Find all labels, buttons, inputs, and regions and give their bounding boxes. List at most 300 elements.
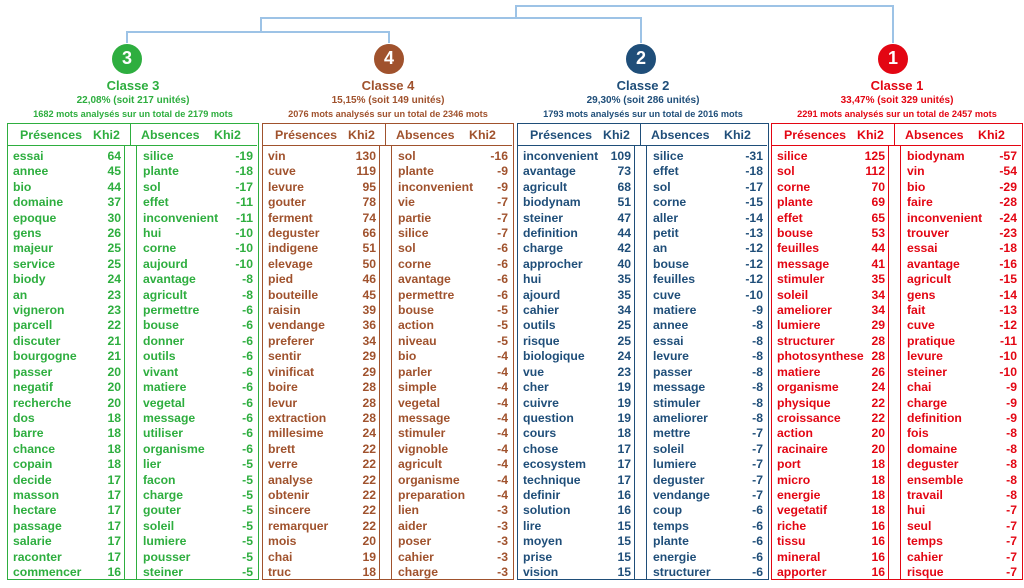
table-row	[8, 442, 257, 457]
presence-word: agricult	[523, 179, 568, 194]
absence-khi2: -24	[999, 210, 1017, 225]
presence-khi2: 65	[871, 210, 885, 225]
presence-word: moyen	[523, 534, 563, 549]
table-row	[772, 396, 1021, 411]
absence-khi2: -7	[752, 426, 763, 441]
presence-word: stimuler	[777, 272, 825, 287]
absence-khi2: -5	[497, 318, 508, 333]
absence-word: utiliser	[143, 426, 183, 441]
absence-khi2: -9	[497, 179, 508, 194]
class-table	[262, 123, 514, 580]
absence-khi2: -28	[999, 195, 1017, 210]
table-row	[263, 457, 512, 472]
presence-khi2: 119	[356, 164, 376, 179]
absence-word: ensemble	[907, 472, 964, 487]
presence-khi2: 44	[871, 241, 885, 256]
absence-khi2: -10	[745, 287, 763, 302]
presence-word: ferment	[268, 210, 313, 225]
presence-khi2: 24	[107, 272, 121, 287]
absence-khi2: -7	[752, 441, 763, 456]
presence-khi2: 39	[362, 303, 376, 318]
absence-khi2: -3	[497, 518, 508, 533]
absence-khi2: -5	[242, 518, 253, 533]
presence-word: verre	[268, 457, 298, 472]
presence-khi2: 20	[362, 534, 376, 549]
class-percent	[262, 95, 514, 106]
absence-khi2: -7	[497, 210, 508, 225]
absence-word: stimuler	[398, 426, 446, 441]
table-row	[8, 565, 257, 580]
presence-khi2: 51	[362, 241, 376, 256]
header-khi2-presences: Khi2	[348, 128, 375, 142]
table-row	[772, 349, 1021, 364]
presence-khi2: 24	[617, 349, 631, 364]
absence-khi2: -6	[242, 349, 253, 364]
presence-khi2: 30	[107, 210, 121, 225]
presence-word: raisin	[268, 303, 301, 318]
presence-word: decide	[13, 472, 52, 487]
absence-khi2: -4	[497, 441, 508, 456]
absence-khi2: -23	[999, 226, 1017, 241]
presence-khi2: 78	[362, 195, 376, 210]
table-row	[772, 519, 1021, 534]
absence-word: agricult	[143, 287, 188, 302]
presence-khi2: 15	[617, 518, 631, 533]
presence-khi2: 16	[871, 549, 885, 564]
absence-khi2: -6	[242, 395, 253, 410]
presence-khi2: 34	[362, 333, 376, 348]
absence-word: plante	[398, 164, 434, 179]
header-khi2-absences: Khi2	[214, 128, 241, 142]
presence-khi2: 29	[871, 318, 885, 333]
class-number-badge: 4	[373, 43, 405, 75]
table-row	[8, 411, 257, 426]
presence-khi2: 16	[871, 534, 885, 549]
absence-khi2: -15	[745, 195, 763, 210]
presence-word: cours	[523, 426, 557, 441]
absence-word: permettre	[143, 303, 200, 318]
absence-word: travail	[907, 487, 943, 502]
table-row	[8, 195, 257, 210]
presence-khi2: 17	[617, 441, 631, 456]
presence-word: steiner	[523, 210, 563, 225]
absence-khi2: -6	[752, 564, 763, 579]
presence-khi2: 15	[617, 564, 631, 579]
header-presences: Présences	[784, 128, 847, 142]
presence-word: recherche	[13, 395, 72, 410]
presence-khi2: 18	[871, 487, 885, 502]
table-row	[518, 503, 767, 518]
table-row	[263, 149, 512, 164]
absence-word: cuve	[907, 318, 935, 333]
presence-khi2: 17	[107, 518, 121, 533]
absence-khi2: -5	[242, 457, 253, 472]
absence-word: seul	[907, 518, 932, 533]
absence-khi2: -12	[999, 318, 1017, 333]
table-row	[8, 272, 257, 287]
presence-khi2: 23	[107, 287, 121, 302]
header-separator	[385, 124, 386, 146]
presence-word: obtenir	[268, 487, 310, 502]
absence-word: sol	[143, 179, 161, 194]
table-row	[8, 334, 257, 349]
absence-khi2: -5	[242, 564, 253, 579]
presence-khi2: 70	[871, 179, 885, 194]
absence-word: effet	[653, 164, 679, 179]
table-row	[518, 257, 767, 272]
absence-khi2: -8	[752, 318, 763, 333]
absence-khi2: -3	[497, 549, 508, 564]
table-row	[8, 164, 257, 179]
header-absences: Absences	[651, 128, 710, 142]
presence-word: service	[13, 256, 56, 271]
absence-khi2: -3	[497, 564, 508, 579]
absence-khi2: -13	[999, 303, 1017, 318]
absence-word: corne	[653, 195, 687, 210]
table-row	[518, 164, 767, 179]
presence-word: riche	[777, 518, 807, 533]
absence-word: passer	[653, 364, 693, 379]
absence-word: vivant	[143, 364, 179, 379]
presence-word: tissu	[777, 534, 806, 549]
absence-khi2: -10	[999, 349, 1017, 364]
table-row	[263, 257, 512, 272]
class-analyzed-text: 1793 mots analysés sur un total de 2016 mots	[543, 109, 743, 119]
absence-word: pousser	[143, 549, 191, 564]
header-separator	[640, 124, 641, 146]
presence-word: vin	[268, 149, 286, 163]
table-row	[8, 550, 257, 565]
presence-khi2: 22	[362, 441, 376, 456]
header-separator	[130, 124, 131, 146]
absence-khi2: -6	[497, 256, 508, 271]
absence-word: niveau	[398, 333, 437, 348]
presence-word: solution	[523, 503, 571, 518]
table-row	[8, 488, 257, 503]
absence-khi2: -6	[242, 333, 253, 348]
absence-khi2: -5	[497, 303, 508, 318]
table-row	[263, 473, 512, 488]
presence-word: indigene	[268, 241, 319, 256]
table-row	[263, 303, 512, 318]
presence-word: sentir	[268, 349, 302, 364]
table-row	[772, 411, 1021, 426]
table-row	[263, 241, 512, 256]
presence-word: soleil	[777, 287, 809, 302]
presence-khi2: 17	[107, 534, 121, 549]
absence-word: steiner	[907, 364, 947, 379]
absence-khi2: -6	[497, 287, 508, 302]
class-panel-1	[771, 0, 1023, 588]
absence-khi2: -29	[999, 179, 1017, 194]
table-row	[772, 288, 1021, 303]
header-presences: Présences	[275, 128, 338, 142]
table-row	[263, 534, 512, 549]
presence-khi2: 47	[617, 210, 631, 225]
header-khi2-absences: Khi2	[978, 128, 1005, 142]
header-khi2-presences: Khi2	[603, 128, 630, 142]
absence-khi2: -11	[236, 210, 253, 225]
absence-khi2: -8	[242, 272, 253, 287]
presence-word: sincere	[268, 503, 311, 518]
presence-khi2: 23	[107, 303, 121, 318]
presence-word: pied	[268, 272, 294, 287]
absence-khi2: -9	[1006, 410, 1017, 425]
presence-word: levur	[268, 395, 298, 410]
presence-khi2: 51	[617, 195, 631, 210]
absence-word: bio	[907, 179, 926, 194]
presence-khi2: 28	[871, 333, 885, 348]
absence-word: partie	[398, 210, 432, 225]
presence-word: ecosystem	[523, 457, 587, 472]
absence-khi2: -5	[242, 472, 253, 487]
presence-khi2: 25	[107, 241, 121, 256]
presence-khi2: 18	[871, 472, 885, 487]
presence-word: structurer	[777, 333, 835, 348]
table-row	[263, 164, 512, 179]
table-row	[263, 226, 512, 241]
presence-word: passage	[13, 518, 62, 533]
table-row	[8, 396, 257, 411]
absence-word: cahier	[398, 549, 434, 564]
table-rows	[518, 149, 767, 580]
presence-word: cher	[523, 380, 549, 395]
presence-khi2: 42	[617, 241, 631, 256]
presence-word: bourgogne	[13, 349, 77, 364]
presence-word: organisme	[777, 380, 839, 395]
class-analyzed-text: 1682 mots analysés sur un total de 2179 mots	[33, 109, 233, 119]
table-header	[8, 124, 257, 146]
absence-khi2: -8	[752, 333, 763, 348]
absence-khi2: -9	[497, 164, 508, 179]
absence-word: fait	[907, 303, 926, 318]
absence-khi2: -5	[242, 534, 253, 549]
presence-khi2: 109	[610, 149, 631, 163]
absence-khi2: -6	[497, 272, 508, 287]
absence-word: temps	[907, 534, 943, 549]
table-row	[263, 272, 512, 287]
absence-word: an	[653, 241, 668, 256]
presence-word: bouse	[777, 226, 813, 241]
absence-khi2: -18	[999, 241, 1017, 256]
presence-word: photosynthese	[777, 349, 864, 364]
absence-khi2: -8	[1006, 472, 1017, 487]
absence-word: cahier	[907, 549, 943, 564]
presence-khi2: 18	[107, 426, 121, 441]
table-row	[8, 503, 257, 518]
presence-word: vendange	[268, 318, 325, 333]
presence-word: biody	[13, 272, 46, 287]
absence-khi2: -5	[242, 549, 253, 564]
absence-khi2: -8	[752, 380, 763, 395]
presence-word: brett	[268, 441, 296, 456]
presence-word: hui	[523, 272, 542, 287]
presence-word: levure	[268, 179, 304, 194]
absence-word: agricult	[398, 457, 443, 472]
presence-khi2: 53	[871, 226, 885, 241]
presence-khi2: 46	[362, 272, 376, 287]
table-row	[8, 519, 257, 534]
absence-khi2: -4	[497, 472, 508, 487]
table-row	[518, 334, 767, 349]
absence-word: inconvenient	[398, 179, 474, 194]
absence-word: silice	[398, 226, 429, 241]
presence-word: millesime	[268, 426, 324, 441]
absence-khi2: -8	[1006, 457, 1017, 472]
class-percent	[517, 95, 769, 106]
presence-khi2: 17	[107, 487, 121, 502]
presence-khi2: 34	[617, 303, 631, 318]
absence-word: trouver	[907, 226, 949, 241]
header-khi2-presences: Khi2	[857, 128, 884, 142]
presence-khi2: 34	[871, 287, 885, 302]
absence-khi2: -8	[752, 364, 763, 379]
class-number-badge: 3	[111, 43, 143, 75]
presence-khi2: 20	[871, 426, 885, 441]
presence-khi2: 28	[362, 395, 376, 410]
presence-word: cahier	[523, 303, 559, 318]
absence-word: bouse	[398, 303, 434, 318]
presence-khi2: 22	[362, 457, 376, 472]
absence-khi2: -5	[242, 487, 253, 502]
presence-word: vision	[523, 564, 559, 579]
presence-word: gouter	[268, 195, 306, 210]
presence-word: port	[777, 457, 801, 472]
table-row	[8, 534, 257, 549]
absence-word: silice	[653, 149, 684, 163]
absence-khi2: -4	[497, 457, 508, 472]
presence-word: copain	[13, 457, 53, 472]
table-header	[518, 124, 767, 146]
absence-word: avantage	[907, 256, 960, 271]
presence-khi2: 37	[107, 195, 121, 210]
presence-word: epoque	[13, 210, 57, 225]
presence-word: matiere	[777, 364, 821, 379]
table-row	[518, 519, 767, 534]
presence-word: bouteille	[268, 287, 319, 302]
table-row	[8, 180, 257, 195]
absence-word: avantage	[143, 272, 196, 287]
presence-khi2: 35	[871, 272, 885, 287]
presence-khi2: 22	[362, 472, 376, 487]
table-row	[772, 211, 1021, 226]
absence-khi2: -6	[242, 426, 253, 441]
absence-khi2: -19	[235, 149, 253, 163]
presence-khi2: 17	[107, 503, 121, 518]
table-row	[8, 318, 257, 333]
table-row	[8, 288, 257, 303]
absence-word: fois	[907, 426, 929, 441]
table-row	[8, 473, 257, 488]
table-row	[8, 226, 257, 241]
class-panel-2	[517, 0, 769, 588]
table-row	[263, 519, 512, 534]
presence-khi2: 23	[617, 364, 631, 379]
class-percent-text: 33,47% (soit 329 unités)	[840, 95, 954, 106]
presence-khi2: 125	[864, 149, 885, 163]
absence-word: sol	[653, 179, 671, 194]
class-percent-text: 29,30% (soit 286 unités)	[586, 95, 700, 106]
absence-khi2: -8	[242, 287, 253, 302]
presence-khi2: 19	[362, 549, 376, 564]
absence-word: permettre	[398, 287, 455, 302]
presence-word: essai	[13, 149, 44, 163]
table-row	[263, 318, 512, 333]
absence-khi2: -31	[745, 149, 763, 163]
presence-khi2: 44	[617, 226, 631, 241]
table-row	[518, 149, 767, 164]
presence-khi2: 112	[865, 164, 885, 179]
table-row	[263, 365, 512, 380]
presence-word: mois	[268, 534, 297, 549]
absence-khi2: -15	[999, 272, 1017, 287]
absence-khi2: -18	[745, 164, 763, 179]
absence-word: definition	[907, 410, 962, 425]
table-row	[263, 442, 512, 457]
absence-khi2: -18	[235, 164, 253, 179]
absence-word: matiere	[653, 303, 697, 318]
table-row	[772, 442, 1021, 457]
presence-khi2: 24	[871, 380, 885, 395]
table-row	[8, 426, 257, 441]
table-row	[518, 534, 767, 549]
presence-khi2: 18	[107, 457, 121, 472]
absence-word: hui	[907, 503, 926, 518]
presence-khi2: 29	[362, 364, 376, 379]
absence-word: levure	[653, 349, 689, 364]
absence-khi2: -10	[235, 256, 253, 271]
absence-khi2: -3	[497, 503, 508, 518]
absence-word: structurer	[653, 564, 711, 579]
absence-word: faire	[907, 195, 933, 210]
absence-khi2: -4	[497, 410, 508, 425]
absence-khi2: -10	[235, 241, 253, 256]
table-row	[518, 365, 767, 380]
table-row	[518, 241, 767, 256]
absence-khi2: -5	[497, 333, 508, 348]
presence-khi2: 20	[871, 441, 885, 456]
presence-khi2: 16	[871, 564, 885, 579]
absence-word: action	[398, 318, 434, 333]
table-row	[772, 380, 1021, 395]
absence-khi2: -7	[752, 487, 763, 502]
class-title-text: Classe 2	[616, 78, 670, 93]
presence-word: gens	[13, 226, 42, 241]
presence-word: discuter	[13, 333, 61, 348]
class-title	[262, 78, 514, 93]
class-number-badge: 1	[877, 43, 909, 75]
table-row	[518, 303, 767, 318]
table-row	[518, 411, 767, 426]
absence-word: deguster	[653, 472, 705, 487]
presence-khi2: 35	[617, 287, 631, 302]
absence-khi2: -7	[752, 472, 763, 487]
presence-word: hectare	[13, 503, 57, 518]
absence-word: vignoble	[398, 441, 449, 456]
presence-khi2: 25	[617, 333, 631, 348]
table-row	[518, 272, 767, 287]
presence-word: masson	[13, 487, 60, 502]
table-row	[518, 488, 767, 503]
absence-word: charge	[907, 395, 947, 410]
table-row	[772, 534, 1021, 549]
presence-khi2: 28	[362, 410, 376, 425]
table-row	[772, 565, 1021, 580]
presence-word: definir	[523, 487, 561, 502]
table-row	[8, 149, 257, 164]
table-row	[518, 550, 767, 565]
table-row	[8, 365, 257, 380]
